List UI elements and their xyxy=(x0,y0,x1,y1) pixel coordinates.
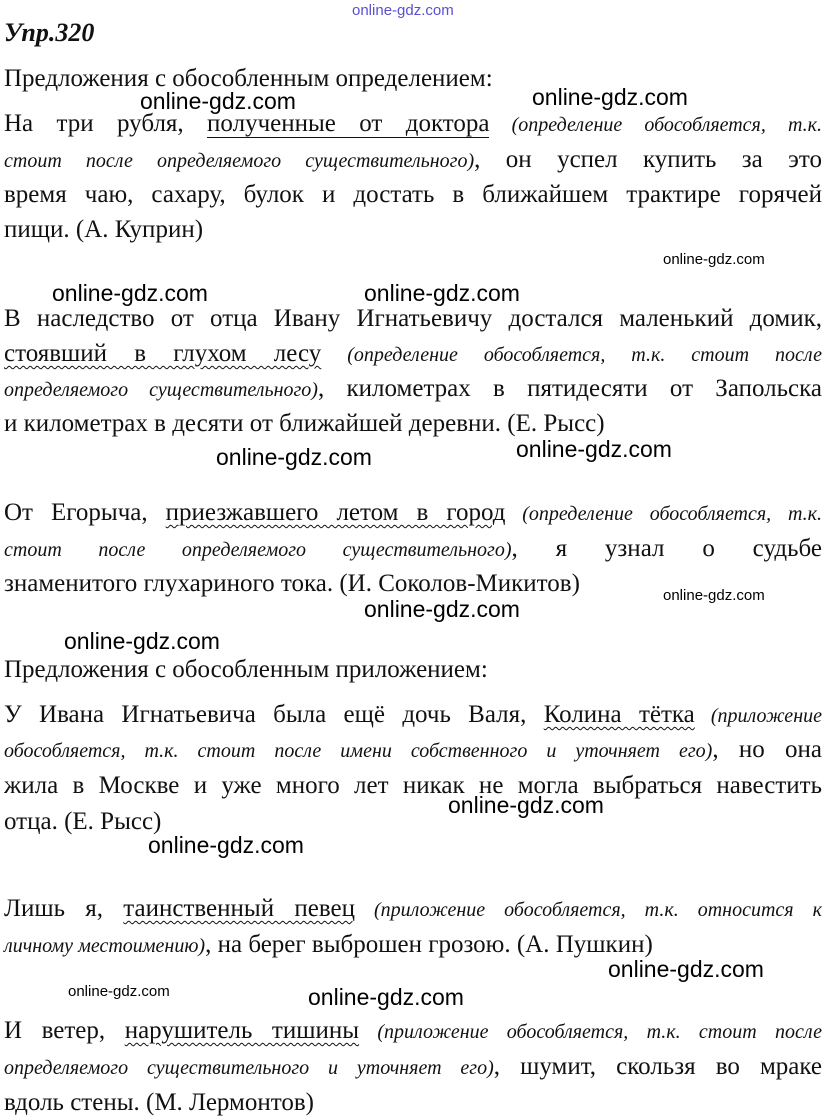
explanation-note: (определение обособляется, т.к. xyxy=(489,114,823,136)
appositive-phrase: нарушитель тишины xyxy=(124,1017,360,1044)
s2p1-line1: В наследство от отца Ивану Игнатьевичу достался маленький домик, xyxy=(4,305,822,332)
s1p1-line3: время чаю, сахару, булок и достать в ближайшем трактире горячей xyxy=(4,181,822,208)
watermark: online-gdz.com xyxy=(52,280,208,306)
s1p1-line1: На три рубля, полученные от доктора (определение обособляется, т.к. xyxy=(4,110,823,137)
watermark: online-gdz.com xyxy=(148,832,304,858)
defined-phrase: стоявший в глухом лесу xyxy=(4,340,322,367)
s1p2-line4: и километрах в десяти от ближайшей деревни. (Е. Рысс) xyxy=(4,410,605,437)
s1p2-line2: стоявший в глухом лесу (определение обособляется, т.к. стоит после xyxy=(4,340,822,367)
s2p1-line3: жила в Москве и уже много лет никак не могла выбраться навестить xyxy=(4,772,822,799)
watermark: online-gdz.com xyxy=(663,251,765,268)
defined-phrase: полученные от доктора xyxy=(207,110,490,137)
appositive-phrase: Колина тётка xyxy=(543,701,695,728)
s2p2-line2: личному местоимению), на берег выброшен грозою. (А. Пушкин) xyxy=(4,931,653,958)
watermark: online-gdz.com xyxy=(516,436,672,462)
s1p3-line2: стоит после определяемого существительного), я узнал о судьбе xyxy=(4,535,822,562)
watermark: online-gdz.com xyxy=(140,88,296,114)
watermark: online-gdz.com xyxy=(448,792,604,818)
watermark: online-gdz.com xyxy=(216,444,372,470)
exercise-title: Упр.320 xyxy=(4,18,95,47)
watermark: online-gdz.com xyxy=(364,280,520,306)
section1-heading: Предложения с обособленным определением: xyxy=(4,65,493,92)
section2-heading: Предложения с обособленным приложением: xyxy=(4,656,488,683)
watermark: online-gdz.com xyxy=(663,587,765,604)
s1p1-line4: пищи. (А. Куприн) xyxy=(4,216,204,243)
s2p2-line1: Лишь я, таинственный певец (приложение обособляется, т.к. относится к xyxy=(4,895,822,922)
defined-phrase: приезжавшего летом в город xyxy=(165,499,506,526)
s1p3-line1: От Егорыча, приезжавшего летом в город (определение обособляется, т.к. xyxy=(4,499,822,526)
s2p1-line4: отца. (Е. Рысс) xyxy=(4,808,162,835)
watermark: online-gdz.com xyxy=(68,983,170,1000)
s1p3-line3: знаменитого глухариного тока. (И. Соколов-Микитов) xyxy=(4,570,580,597)
appositive-phrase: таинственный певец xyxy=(123,895,355,922)
s2p1-line2: обособляется, т.к. стоит после имени собственного и уточняет его), но она xyxy=(4,736,822,763)
s1p1-line2: стоит после определяемого существительного), он успел купить за это xyxy=(4,146,822,173)
watermark: online-gdz.com xyxy=(532,84,688,110)
s2p1-line1b: У Ивана Игнатьевича была ещё дочь Валя, Колина тётка (приложение xyxy=(4,701,822,728)
watermark: online-gdz.com xyxy=(608,956,764,982)
watermark: online-gdz.com xyxy=(64,628,220,654)
s2p3-line3: вдоль стены. (М. Лермонтов) xyxy=(4,1089,314,1116)
s2p3-line1: И ветер, нарушитель тишины (приложение обособляется, т.к. стоит после xyxy=(4,1017,822,1044)
s2p3-line2: определяемого существительного и уточняет его), шумит, скользя во мраке xyxy=(4,1053,822,1080)
watermark: online-gdz.com xyxy=(352,2,454,19)
s1p2-line3: определяемого существительного), километрах в пятидесяти от Запольска xyxy=(4,375,822,402)
watermark: online-gdz.com xyxy=(364,596,520,622)
watermark: online-gdz.com xyxy=(308,984,464,1010)
